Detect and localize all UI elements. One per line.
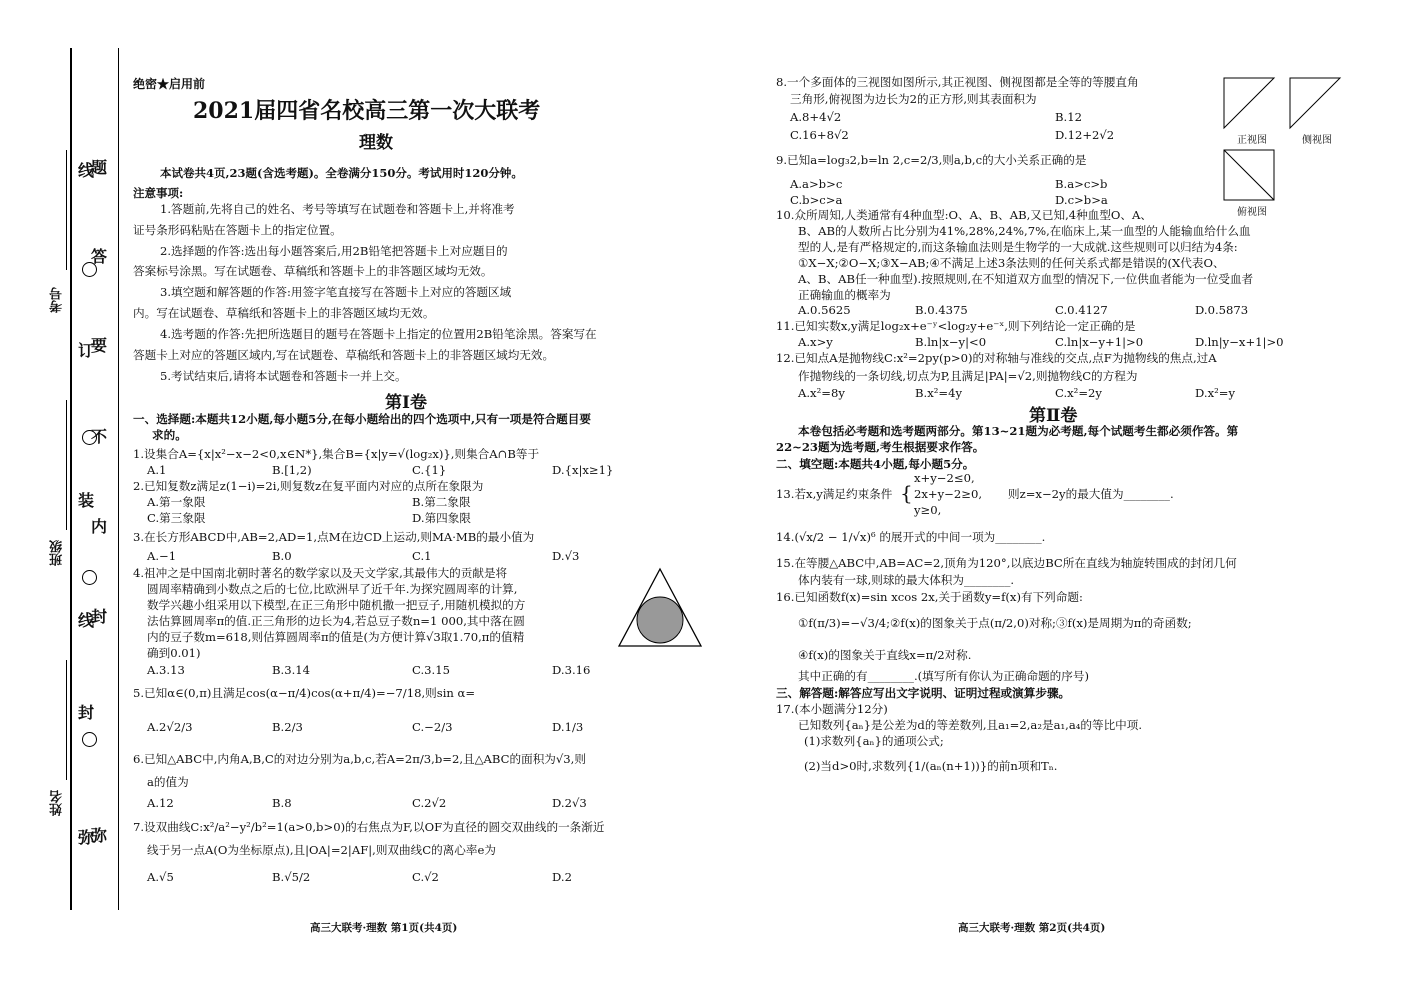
question-17-part-2: (2)当d>0时,求数列{1/(aₙ(n+1))}的前n项和Tₙ. <box>804 759 1058 773</box>
option: A.x>y <box>798 335 833 349</box>
seal-mark: 弥 <box>78 828 95 847</box>
exam-title: 2021届四省名校高三第一次大联考 <box>193 98 541 124</box>
question-4-line: 圆周率精确到小数点之后的七位,比欧洲早了近千年.为探究圆周率的计算, <box>147 582 518 596</box>
question-4-line: 确到0.01) <box>147 646 201 660</box>
page-footer: 高三大联考·理数 第2页(共4页) <box>958 922 1106 934</box>
question-9: 9.已知a=log₃2,b=ln 2,c=2/3,则a,b,c的大小关系正确的是 <box>776 153 1087 167</box>
question-16: 16.已知函数f(x)=sin xcos 2x,关于函数y=f(x)有下列命题: <box>776 590 1083 604</box>
option: D.0.5873 <box>1195 303 1249 317</box>
question-10-line: 10.众所周知,人类通常有4种血型:O、A、B、AB,又已知,4种血型O、A、 <box>776 208 1152 222</box>
question-12-cont: 作抛物线的一条切线,切点为P,且满足|PA|=√2,则抛物线C的方程为 <box>798 369 1138 383</box>
seal-mark: 线 <box>78 611 95 630</box>
subject-title: 理数 <box>359 133 393 153</box>
part-2-note: 本卷包括必考题和选考题两部分。第13~21题为必考题,每个试题考生都必须作答。第 <box>798 424 1239 438</box>
question-17: 17.(本小题满分12分) <box>776 702 888 716</box>
option: C.2√2 <box>412 796 447 810</box>
field-line <box>66 660 67 780</box>
constraint: 2x+y−2≥0, <box>914 487 983 501</box>
option: B.√5/2 <box>272 870 311 884</box>
binding-circle-icon <box>82 732 97 747</box>
field-exam-number: 考号 <box>50 287 65 313</box>
binding-circle-icon <box>82 430 97 445</box>
binding-circle-icon <box>82 262 97 277</box>
binding-line-inner <box>118 48 119 910</box>
binding-line-outer <box>70 48 72 910</box>
question-7: 7.设双曲线C:x²/a²−y²/b²=1(a>0,b>0)的右焦点为F,以OF为直径的圆交双曲线的一条渐近 <box>133 820 605 834</box>
note-line: 答题卡上对应的答题区域内,写在试题卷、草稿纸和答题卡上的非答题区域均无效。 <box>133 348 555 362</box>
option: D.12+2√2 <box>1055 128 1115 142</box>
option: C.√2 <box>412 870 439 884</box>
field-name: 姓名 <box>50 790 65 816</box>
option: C.1 <box>412 549 432 563</box>
option: A.第一象限 <box>147 495 206 509</box>
option: A.8+4√2 <box>790 110 842 124</box>
constraint: y≥0, <box>914 503 942 517</box>
option: D.3.16 <box>552 663 591 677</box>
part-2-note-cont: 22~23题为选考题,考生根据要求作答。 <box>776 440 985 454</box>
section-2-heading: 二、填空题:本题共4小题,每小题5分。 <box>776 457 975 471</box>
note-line: 1.答题前,先将自己的姓名、考号等填写在试题卷和答题卡上,并将准考 <box>160 202 515 216</box>
seal-mark: 封 <box>78 703 95 722</box>
option: A.a>b>c <box>790 177 843 191</box>
seal-mark: 答 <box>91 247 108 266</box>
option: B.x²=4y <box>915 386 963 400</box>
question-8-cont: 三角形,俯视图为边长为2的正方形,则其表面积为 <box>790 92 1037 106</box>
front-view-label: 正视图 <box>1237 135 1267 146</box>
option: A.0.5625 <box>798 303 851 317</box>
section-3-heading: 三、解答题:解答应写出文字说明、证明过程或演算步骤。 <box>776 686 1071 700</box>
question-10-line: B、AB的人数所占比分别为41%,28%,24%,7%,在临床上,某一血型的人能输血给什么血 <box>798 224 1251 238</box>
secret-label: 绝密★启用前 <box>133 77 206 91</box>
option: B.12 <box>1055 110 1082 124</box>
question-15: 15.在等腰△ABC中,AB=AC=2,顶角为120°,以底边BC所在直线为轴旋转围成的封闭几何 <box>776 556 1237 570</box>
seal-mark: 线 <box>78 161 95 180</box>
note-line: 3.填空题和解答题的作答:用签字笔直接写在答题卡上对应的答题区域 <box>160 285 512 299</box>
seal-mark: 不 <box>91 427 108 446</box>
question-4-line: 数学兴趣小组采用以下模型,在正三角形中随机撒一把豆子,用随机模拟的方 <box>147 598 526 612</box>
question-10-line: A、B、AB任一种血型).按照规则,在不知道双方血型的情况下,一位供血者能为一位受血者 <box>798 272 1254 286</box>
question-12: 12.已知点A是抛物线C:x²=2py(p>0)的对称轴与准线的交点,点F为抛物线的焦点,过A <box>776 351 1217 365</box>
notes-title: 注意事项: <box>133 186 184 200</box>
question-2: 2.已知复数z满足z(1−i)=2i,则复数z在复平面内对应的点所在象限为 <box>133 479 484 493</box>
question-13: 13.若x,y满足约束条件 <box>776 487 893 501</box>
page-footer: 高三大联考·理数 第1页(共4页) <box>310 922 458 934</box>
section-1-heading-cont: 求的。 <box>152 428 187 442</box>
seal-mark: 要 <box>91 336 108 355</box>
question-10-line: 型的人,是有严格规定的,而这条输血法则是生物学的一大成就.这些规则可以归结为4条: <box>798 240 1238 254</box>
option: C.第三象限 <box>147 511 206 525</box>
option: B.3.14 <box>272 663 311 677</box>
question-5: 5.已知α∈(0,π)且满足cos(α−π/4)cos(α+π/4)=−7/18,则sin α= <box>133 686 476 700</box>
question-6-cont: a的值为 <box>147 775 189 789</box>
option: D.2 <box>552 870 572 884</box>
part-2-heading: 第Ⅱ卷 <box>1029 406 1078 426</box>
seal-mark: 弥 <box>91 826 108 845</box>
field-line <box>66 400 67 530</box>
option: A.2√2/3 <box>147 720 193 734</box>
question-17-text: 已知数列{aₙ}是公差为d的等差数列,且a₁=2,a₂是a₁,a₄的等比中项. <box>798 718 1143 732</box>
option: B.0 <box>272 549 292 563</box>
note-line: 内。写在试题卷、草稿纸和答题卡上的非答题区域均无效。 <box>133 306 435 320</box>
option: B.第二象限 <box>412 495 471 509</box>
option: D.√3 <box>552 549 580 563</box>
note-line: 证号条形码粘贴在答题卡上的指定位置。 <box>133 223 342 237</box>
question-6: 6.已知△ABC中,内角A,B,C的对边分别为a,b,c,若A=2π/3,b=2,且△ABC的面积为√3,则 <box>133 752 586 766</box>
question-17-part-1: (1)求数列{aₙ}的通项公式; <box>804 734 944 748</box>
seal-mark: 题 <box>91 158 108 177</box>
option: C.ln|x−y+1|>0 <box>1055 335 1144 349</box>
note-line: 2.选择题的作答:选出每小题答案后,用2B铅笔把答题卡上对应题目的 <box>160 244 508 258</box>
option: D.x²=y <box>1195 386 1236 400</box>
option: A.1 <box>147 463 167 477</box>
question-4-line: 内的豆子数m=618,则估算圆周率π的值是(为方便计算√3取1.70,π的值精 <box>147 630 525 644</box>
option: A.−1 <box>147 549 177 563</box>
question-10-line: ①X−X;②O−X;③X−AB;④不满足上述3条法则的任何关系式都是错误的(X代表O、 <box>798 256 1225 270</box>
exam-info: 本试卷共4页,23题(含选考题)。全卷满分150分。考试用时120分钟。 <box>160 166 523 180</box>
option: D.1/3 <box>552 720 584 734</box>
seal-mark: 装 <box>78 491 95 510</box>
field-class: 班级 <box>50 540 65 566</box>
section-1-heading: 一、选择题:本题共12小题,每小题5分,在每小题给出的四个选项中,只有一项是符合题目要 <box>133 412 591 426</box>
seal-mark: 内 <box>91 517 108 536</box>
question-1: 1.设集合A={x|x²−x−2<0,x∈N*},集合B={x|y=√(log₂x)},则集合A∩B等于 <box>133 447 540 461</box>
question-4-line: 4.祖冲之是中国南北朝时著名的数学家以及天文学家,其最伟大的贡献是将 <box>133 566 508 580</box>
triangle-circle-figure <box>616 566 704 650</box>
option: D.2√3 <box>552 796 587 810</box>
option: B.2/3 <box>272 720 303 734</box>
side-view-label: 侧视图 <box>1302 135 1332 146</box>
field-line <box>66 150 67 270</box>
note-line: 5.考试结束后,请将本试题卷和答题卡一并上交。 <box>160 369 407 383</box>
top-view-label: 俯视图 <box>1237 207 1267 218</box>
option: A.3.13 <box>147 663 185 677</box>
question-11: 11.已知实数x,y满足log₂x+e⁻ʸ<log₂y+e⁻ˣ,则下列结论一定正确的是 <box>776 319 1136 333</box>
option: B.[1,2) <box>272 463 312 477</box>
option: D.c>b>a <box>1055 193 1108 207</box>
brace-icon: { <box>900 481 913 505</box>
option: A.x²=8y <box>798 386 845 400</box>
question-4-line: 法估算圆周率π的值.正三角形的边长为4,若总豆子数n=1 000,其中落在圆 <box>147 614 525 628</box>
option: B.ln|x−y|<0 <box>915 335 987 349</box>
question-7-cont: 线于另一点A(O为坐标原点),且|OA|=2|AF|,则双曲线C的离心率e为 <box>147 843 496 857</box>
question-16-cont: 其中正确的有________.(填写所有你认为正确命题的序号) <box>798 669 1089 683</box>
seal-mark: 封 <box>91 607 108 626</box>
question-16-items: ①f(π/3)=−√3/4;②f(x)的图象关于点(π/2,0)对称;③f(x)是周期为π的奇函数; <box>798 616 1192 630</box>
option: D.第四象限 <box>412 511 471 525</box>
question-8: 8.一个多面体的三视图如图所示,其正视图、侧视图都是全等的等腰直角 <box>776 75 1139 89</box>
option: C.b>c>a <box>790 193 843 207</box>
question-14: 14.(√x/2 − 1/√x)⁶ 的展开式的中间一项为________. <box>776 530 1046 544</box>
question-15-cont: 体内装有一球,则球的最大体积为________. <box>798 573 1015 587</box>
part-1-heading: 第Ⅰ卷 <box>385 393 427 413</box>
option: C.{1} <box>412 463 447 477</box>
option: D.{x|x≥1} <box>552 463 614 477</box>
note-line: 4.选考题的作答:先把所选题目的题号在答题卡上指定的位置用2B铅笔涂黑。答案写在 <box>160 327 597 341</box>
option: A.√5 <box>147 870 174 884</box>
option: A.12 <box>147 796 174 810</box>
question-3: 3.在长方形ABCD中,AB=2,AD=1,点M在边CD上运动,则MA·MB的最小值为 <box>133 530 535 544</box>
seal-mark: 订 <box>78 341 95 360</box>
constraint: x+y−2≤0, <box>914 471 975 485</box>
option: B.8 <box>272 796 292 810</box>
option: C.0.4127 <box>1055 303 1108 317</box>
option: C.16+8√2 <box>790 128 849 142</box>
question-16-item-4: ④f(x)的图象关于直线x=π/2对称. <box>798 648 972 662</box>
question-13-cont: 则z=x−2y的最大值为________. <box>1008 487 1174 501</box>
question-10-line: 正确输血的概率为 <box>798 288 891 302</box>
option: B.a>c>b <box>1055 177 1108 191</box>
option: C.3.15 <box>412 663 450 677</box>
option: C.−2/3 <box>412 720 453 734</box>
option: B.0.4375 <box>915 303 968 317</box>
note-line: 答案标号涂黑。写在试题卷、草稿纸和答题卡上的非答题区域均无效。 <box>133 264 493 278</box>
binding-circle-icon <box>82 570 97 585</box>
option: C.x²=2y <box>1055 386 1102 400</box>
option: D.ln|y−x+1|>0 <box>1195 335 1284 349</box>
